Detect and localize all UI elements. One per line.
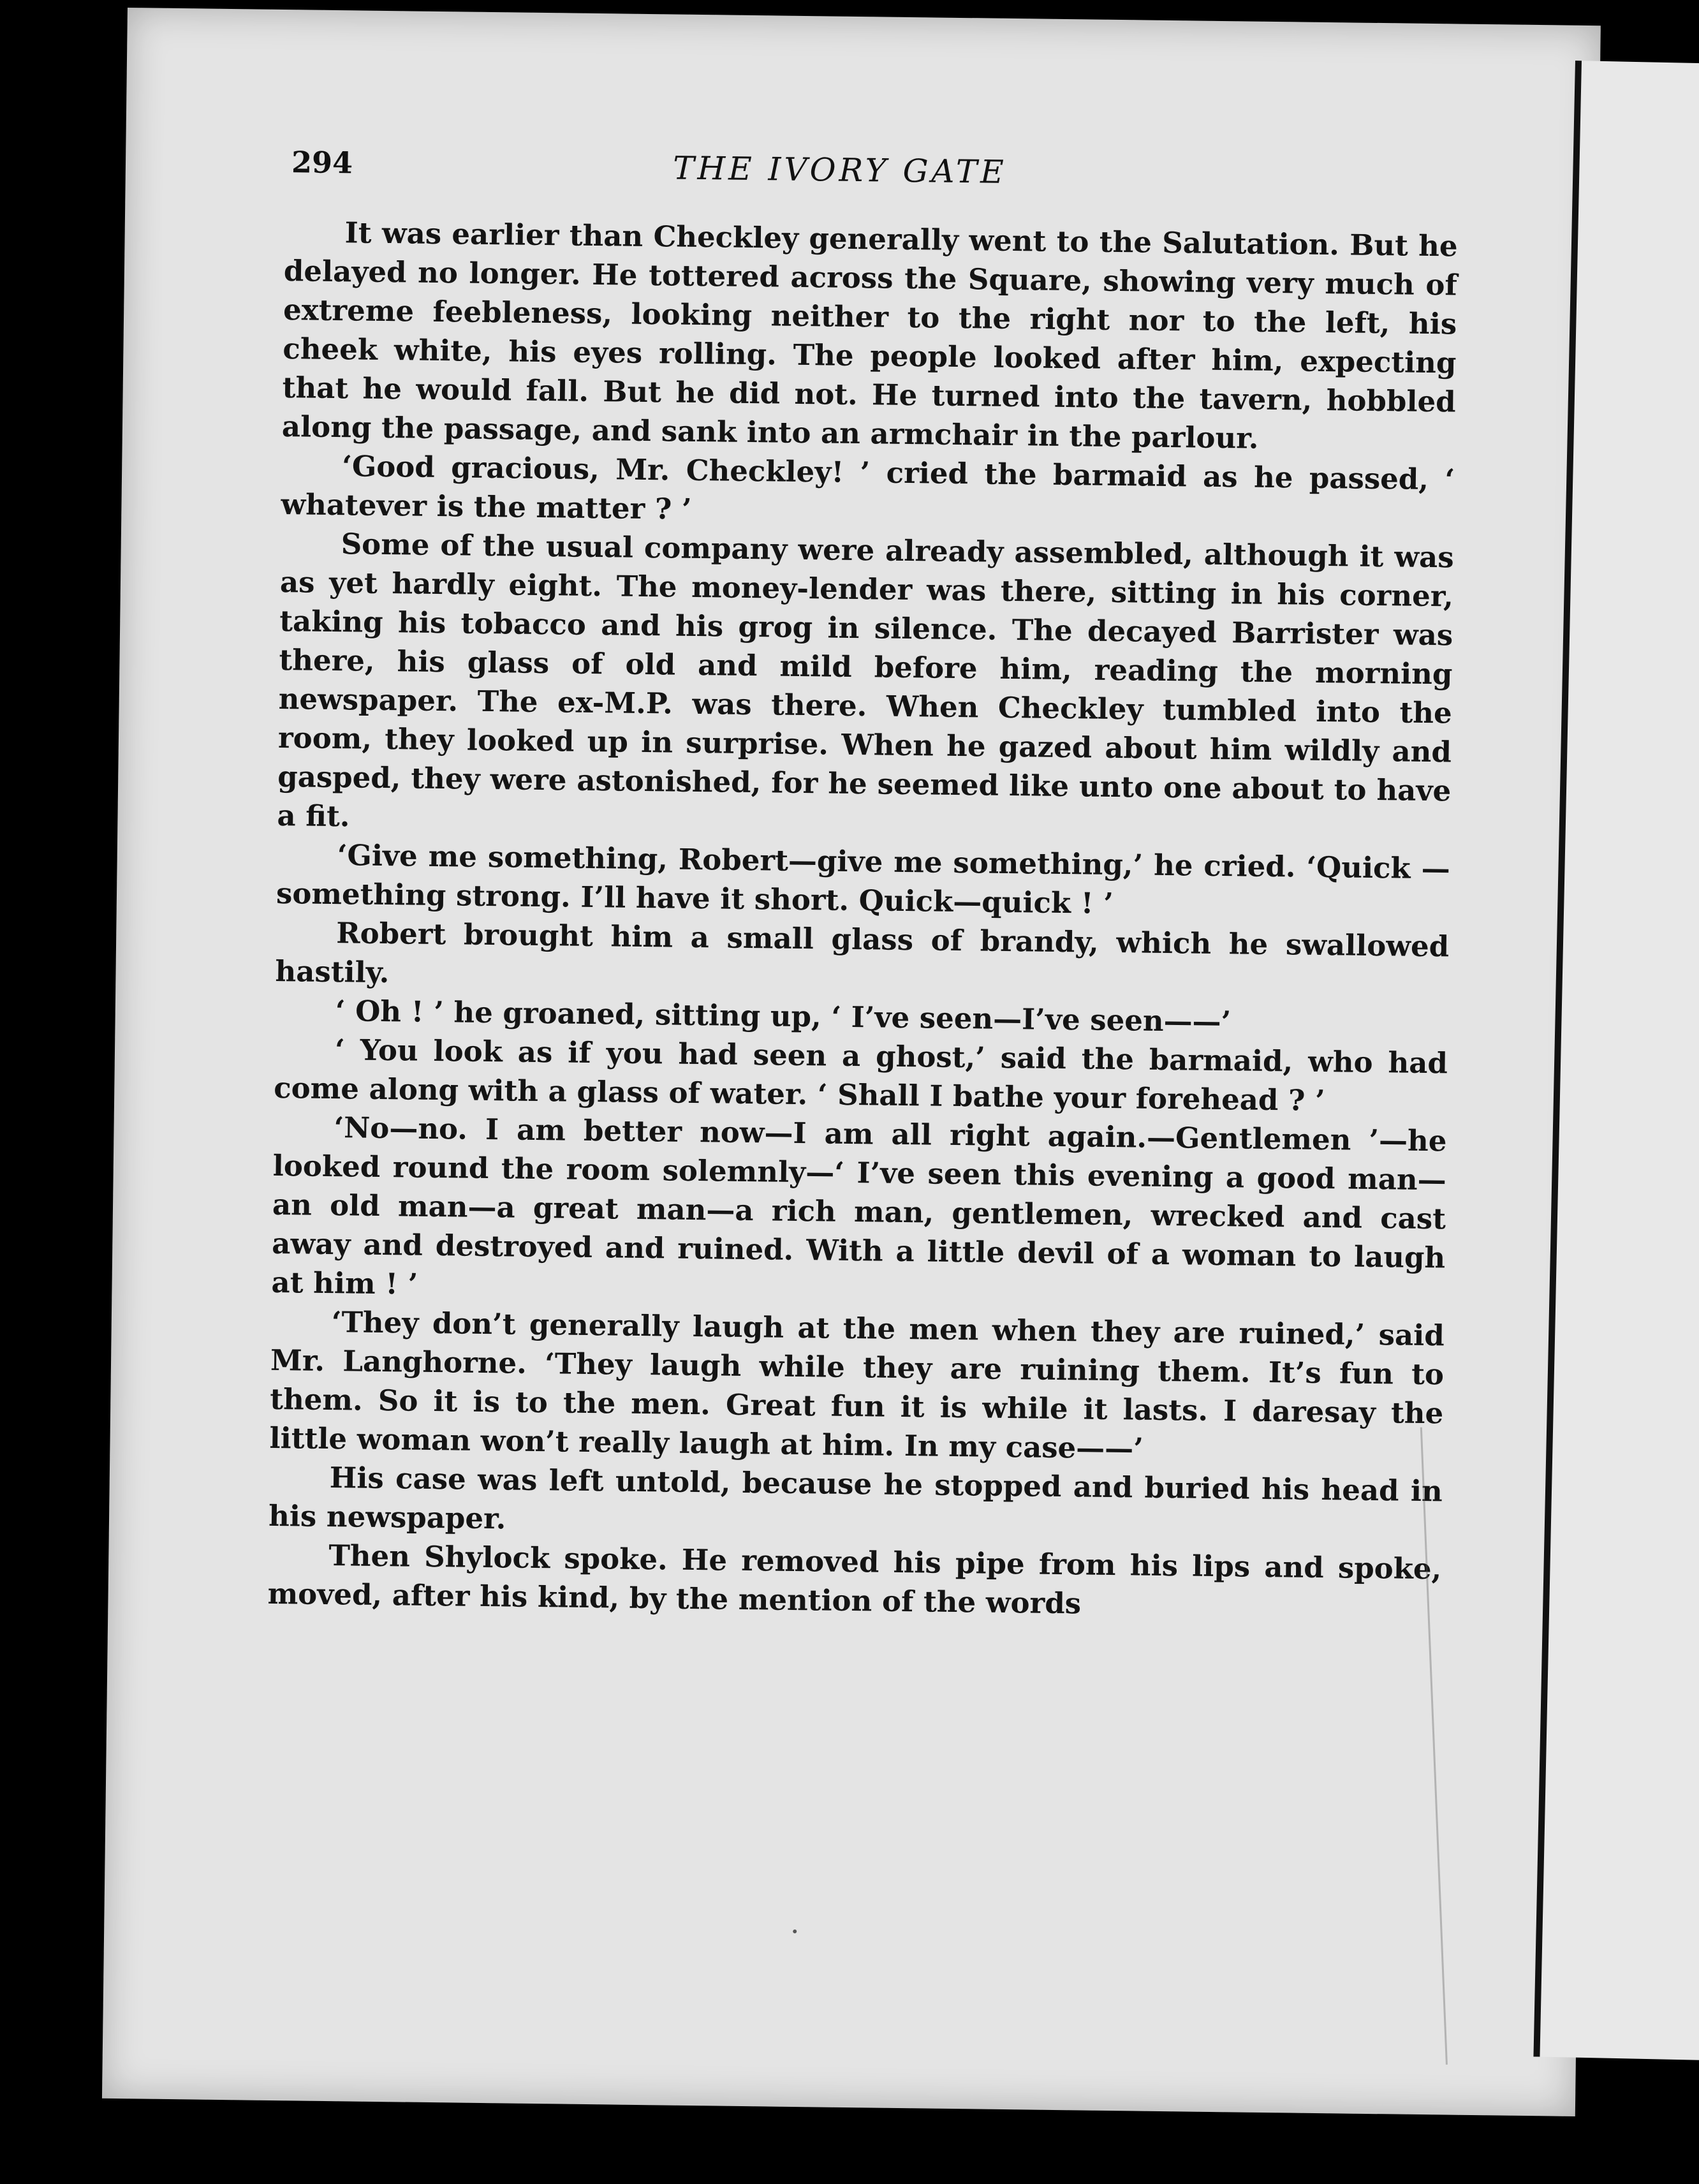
ink-speck: [793, 1929, 797, 1933]
book-page: [102, 8, 1601, 2116]
paragraph: Robert brought him a small glass of brandy, which he swallowed hastily.: [275, 916, 1450, 990]
running-head: THE IVORY GATE: [672, 149, 1008, 191]
page-header: [291, 145, 1478, 204]
paragraph: ‘No—no. I am better now—I am all right again.—Gentlemen ’—he looked round the room solemnly—‘ I’ve seen this evening a good man—an old man—a great man—a rich man, gentlemen, wrecked and cast away and destroyed and ruined. With a little devil of a woman to laugh at him ! ’: [271, 1110, 1447, 1301]
body-text: [267, 212, 1458, 1627]
paragraph: Then Shylock spoke. He removed his pipe from his lips and spoke, moved, after his kind, by the mention of the words: [267, 1538, 1442, 1621]
paragraph: His case was left untold, because he stopped and buried his head in his newspaper.: [268, 1461, 1443, 1536]
page-number: 294: [291, 145, 353, 181]
paragraph: ‘Good gracious, Mr. Checkley! ’ cried the barmaid as he passed, ‘ whatever is the matter ? ’: [281, 449, 1455, 526]
paragraph: It was earlier than Checkley generally went to the Salutation. But he delayed no longer. He tottered across the Square, showing very much of extreme feebleness, looking neither to the right nor to the left, his cheek white, his eyes rolling. The people looked after him, expecting that he would fall. But he did not. He turned into the tavern, hobbled along the passage, and sank into an armchair in the parlour.: [281, 216, 1458, 455]
paragraph: ‘ You look as if you had seen a ghost,’ said the barmaid, who had come along with a glass of water. ‘ Shall I bathe your forehead ? ’: [274, 1033, 1448, 1118]
paragraph: ‘ Oh ! ’ he groaned, sitting up, ‘ I’ve seen—I’ve seen——’: [335, 994, 1232, 1039]
paragraph: ‘They don’t generally laugh at the men when they are ruined,’ said Mr. Langhorne. ‘They laugh while they are ruining them. It’s fun to them. So it is to the men. Great fun it is while it lasts. I daresay the little woman won’t really laugh at him. In my case——’: [269, 1305, 1445, 1466]
paragraph: Some of the usual company were already assembled, although it was as yet hardly eight. The money-lender was there, sitting in his corner, taking his tobacco and his grog in silence. The decayed Barrister was there, his glass of old and mild before him, reading the morning newspaper. The ex-M.P. was there. When Checkley tumbled into the room, they looked up in surprise. When he gazed about him wildly and gasped, they were astonished, for he seemed like unto one about to have a fit.: [277, 527, 1454, 834]
paragraph: ‘Give me something, Robert—give me something,’ he cried. ‘Quick — something strong. I’ll have it short. Quick—quick ! ’: [276, 838, 1450, 920]
